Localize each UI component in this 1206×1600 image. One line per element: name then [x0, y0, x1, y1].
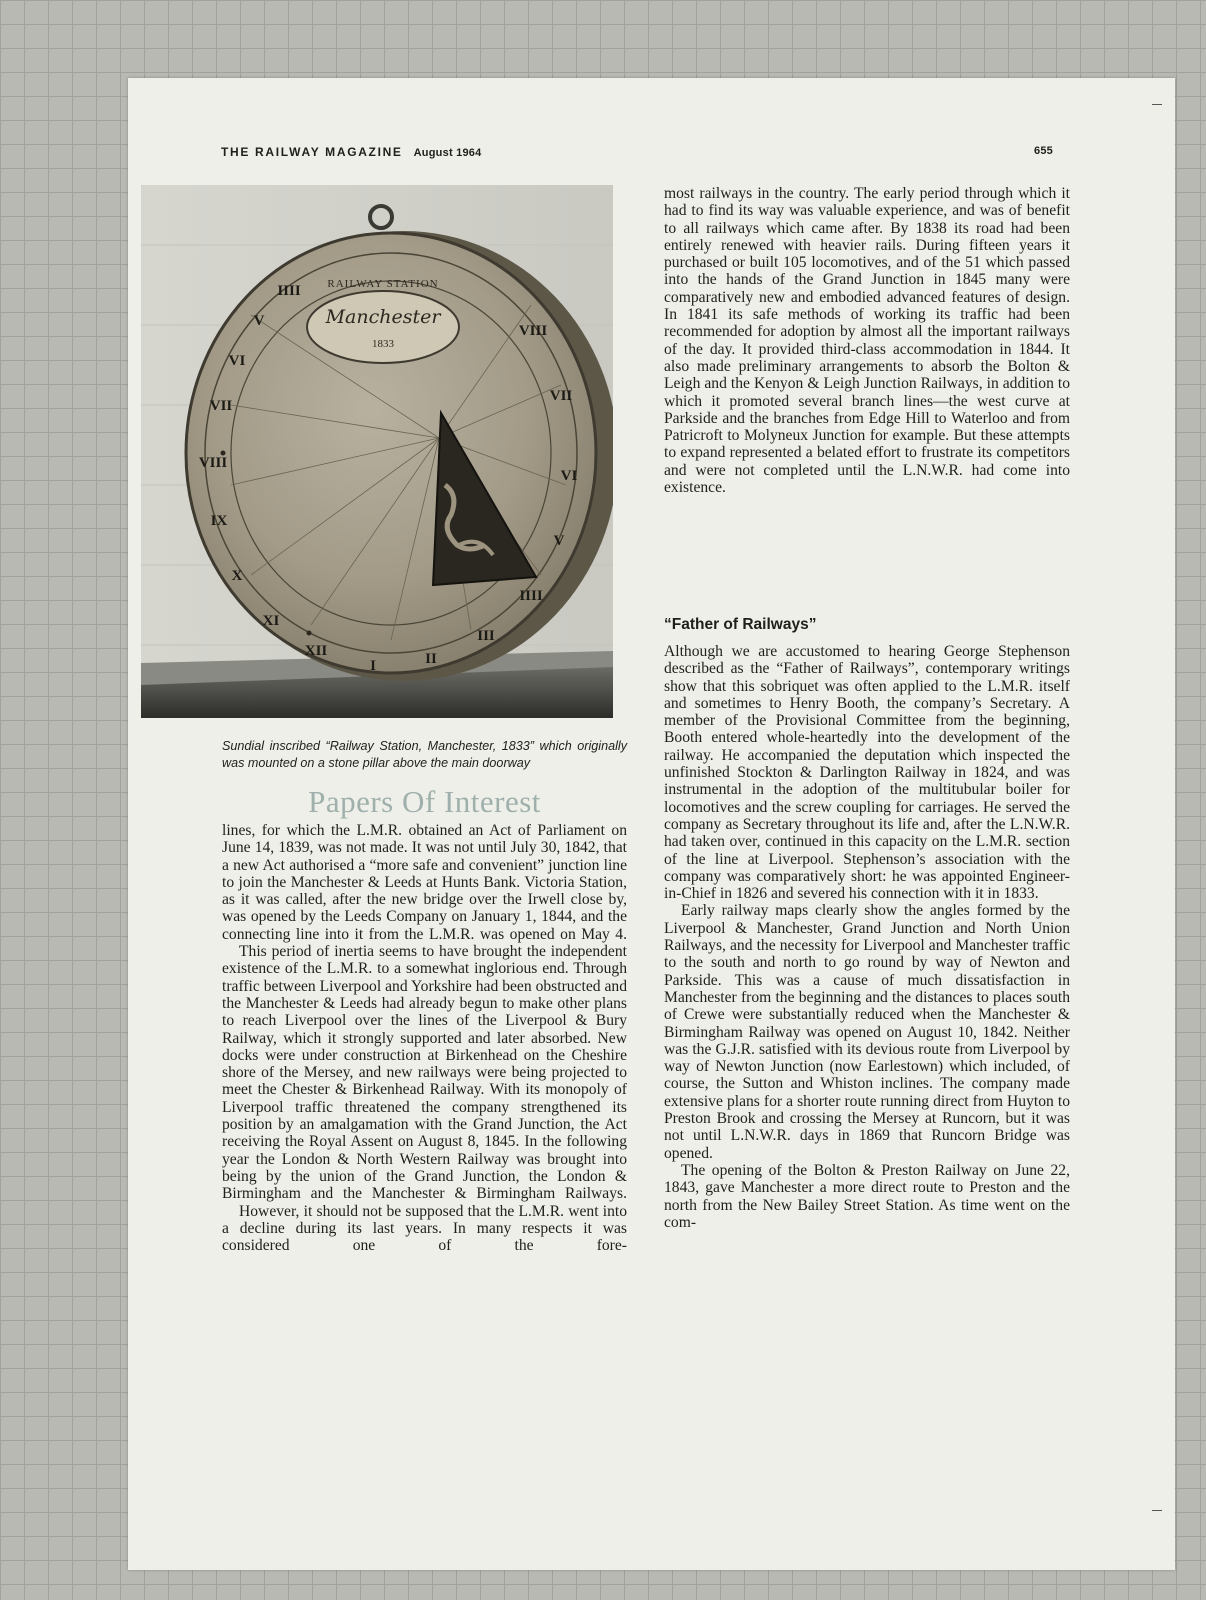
numeral: VIII	[198, 455, 228, 471]
numeral: XI	[262, 613, 280, 629]
numeral: VI	[560, 468, 578, 484]
magazine-title: THE RAILWAY MAGAZINE	[221, 145, 403, 159]
paragraph: lines, for which the L.M.R. obtained an Act of Parliament on June 14, 1839, was not made. It was not until July 30, 1842, that a new Act authorised a “more safe and convenient” junction line to join the Manchester & Leeds at Hunts Bank. Victoria Station, as it was called, after the new bridge over the Irwell close by, was opened by the Leeds Company on January 1, 1844, and the connecting line into it from the L.M.R. was opened on May 4.	[222, 822, 627, 943]
paragraph: However, it should not be supposed that the L.M.R. went into a decline during its last years. In many respects it was considered one of the fore-	[222, 1202, 627, 1255]
plaque-inscription: RAILWAY STATION	[327, 278, 439, 290]
page-number: 655	[1033, 145, 1053, 157]
issue-date: August 1964	[413, 147, 482, 159]
paragraph: This period of inertia seems to have brought the independent existence of the L.M.R. to a somewhat inglorious end. Through traffic between Liverpool and Yorkshire had been obstructed and the Manchester & Leeds had already begun to make other plans to reach Liverpool over the lines of the Liverpool & Bury Railway, which it strongly supported and later absorbed. New docks were under construction at Birkenhead on the Cheshire shore of the Mersey, and new railways were being projected to meet the Chester & Birkenhead Railway. With its monopoly of Liverpool traffic threatened the company strengthened its position by an amalgamation with the Grand Junction, the Act receiving the Royal Assent on August 8, 1845. In the following year the London & North Western Railway was brought into being by the union of the Grand Junction, the London & Birmingham and the Manchester & Birmingham Railways.	[222, 943, 627, 1203]
plaque-place: Manchester	[325, 306, 441, 328]
paragraph: most railways in the country. The early period through which it had to find its way was valuable experience, and was of benefit to all railways which came after. By 1838 its road had been entirely renewed with heavier rails. During fifteen years it purchased or built 105 locomotives, and of the 51 which passed into the hands of the Grand Junction in 1845 many were comparatively new and embodied advanced features of design. In 1841 its safe methods of working its traffic had been recommended for adoption by almost all the important railways of the day. It provided third-class accommodation in 1844. It also made preliminary arrangements to absorb the Bolton & Leigh and the Kenyon & Leigh Junction Railways, in addition to which it promoted several branch lines—the west curve at Parkside and the branches from Edge Hill to Waterloo and from Patricroft to Molyneux Junction for example. But these attempts to expand represented a belated effort to frustrate its competitors and were not completed until the L.N.W.R. had come into existence.	[664, 185, 1070, 497]
running-head	[221, 145, 1053, 163]
numeral: IIII	[277, 283, 301, 299]
crop-mark	[1152, 104, 1162, 105]
numeral: VII	[549, 388, 573, 404]
left-column	[222, 822, 627, 1254]
numeral: IIII	[519, 588, 543, 604]
numeral: V	[553, 533, 565, 549]
numeral: X	[231, 568, 243, 584]
figure-caption: Sundial inscribed “Railway Station, Manchester, 1833” which originally was mounted on a stone pillar above the main doorway	[222, 739, 627, 770]
paragraph: The opening of the Bolton & Preston Railway on June 22, 1843, gave Manchester a more direct route to Preston and the north from the New Bailey Street Station. As time went on the com-	[664, 1161, 1070, 1231]
numeral: IX	[210, 513, 228, 529]
numeral: VIII	[518, 323, 548, 339]
numeral: V	[253, 313, 265, 329]
numeral: XII	[304, 643, 328, 659]
section-heading: “Father of Railways”	[664, 616, 817, 633]
right-column-top	[664, 185, 1070, 496]
numeral: VII	[209, 398, 233, 414]
plaque-year: 1833	[372, 338, 394, 350]
numeral: III	[477, 628, 495, 644]
paragraph: Although we are accustomed to hearing George Stephenson described as the “Father of Railways”, contemporary writings show that this sobriquet was often applied to the L.M.R. itself and sometimes to Henry Booth, the company’s Secretary. A member of the Provisional Committee from the beginning, Booth entered whole-heartedly into the development of the railway. He accompanied the deputation which inspected the unfinished Stockton & Darlington Railway in 1824, and was instrumental in the adoption of the multitubular boiler for locomotives and the screw coupling for carriages. He served the company as Secretary throughout its life and, after the L.N.W.R. had taken over, continued in this capacity on the L.M.R. section of the line at Liverpool. Stephenson’s association with the company was comparatively short: he was appointed Engineer-in-Chief in 1826 and severed his connection with it in 1833.	[664, 643, 1070, 903]
right-column-bottom	[664, 643, 1070, 1231]
paragraph: Early railway maps clearly show the angles formed by the Liverpool & Manchester, Grand Junction and North Union Railways, and the necessity for Liverpool and Manchester traffic to the south and north to go round by way of Newton and Parkside. This was a cause of much dissatisfaction in Manchester from the beginning and the distances to places south of Crewe were substantially reduced when the Manchester & Birmingham Railway was opened on August 10, 1842. Neither was the G.J.R. satisfied with its devious route from Liverpool by way of Newton Junction (now Earlestown) which included, of course, the Sutton and Whiston inclines. The company made extensive plans for a shorter route running direct from Huyton to Preston Brook and crossing the Mersey at Runcorn, but it was not until L.N.W.R. days in 1869 that Runcorn Bridge was opened.	[664, 902, 1070, 1162]
sundial-photo	[141, 185, 613, 718]
numeral: I	[370, 658, 376, 674]
numeral: II	[425, 651, 437, 667]
watermark: Papers Of Interest	[308, 784, 541, 819]
crop-mark	[1152, 1510, 1162, 1511]
numeral: VI	[228, 353, 246, 369]
